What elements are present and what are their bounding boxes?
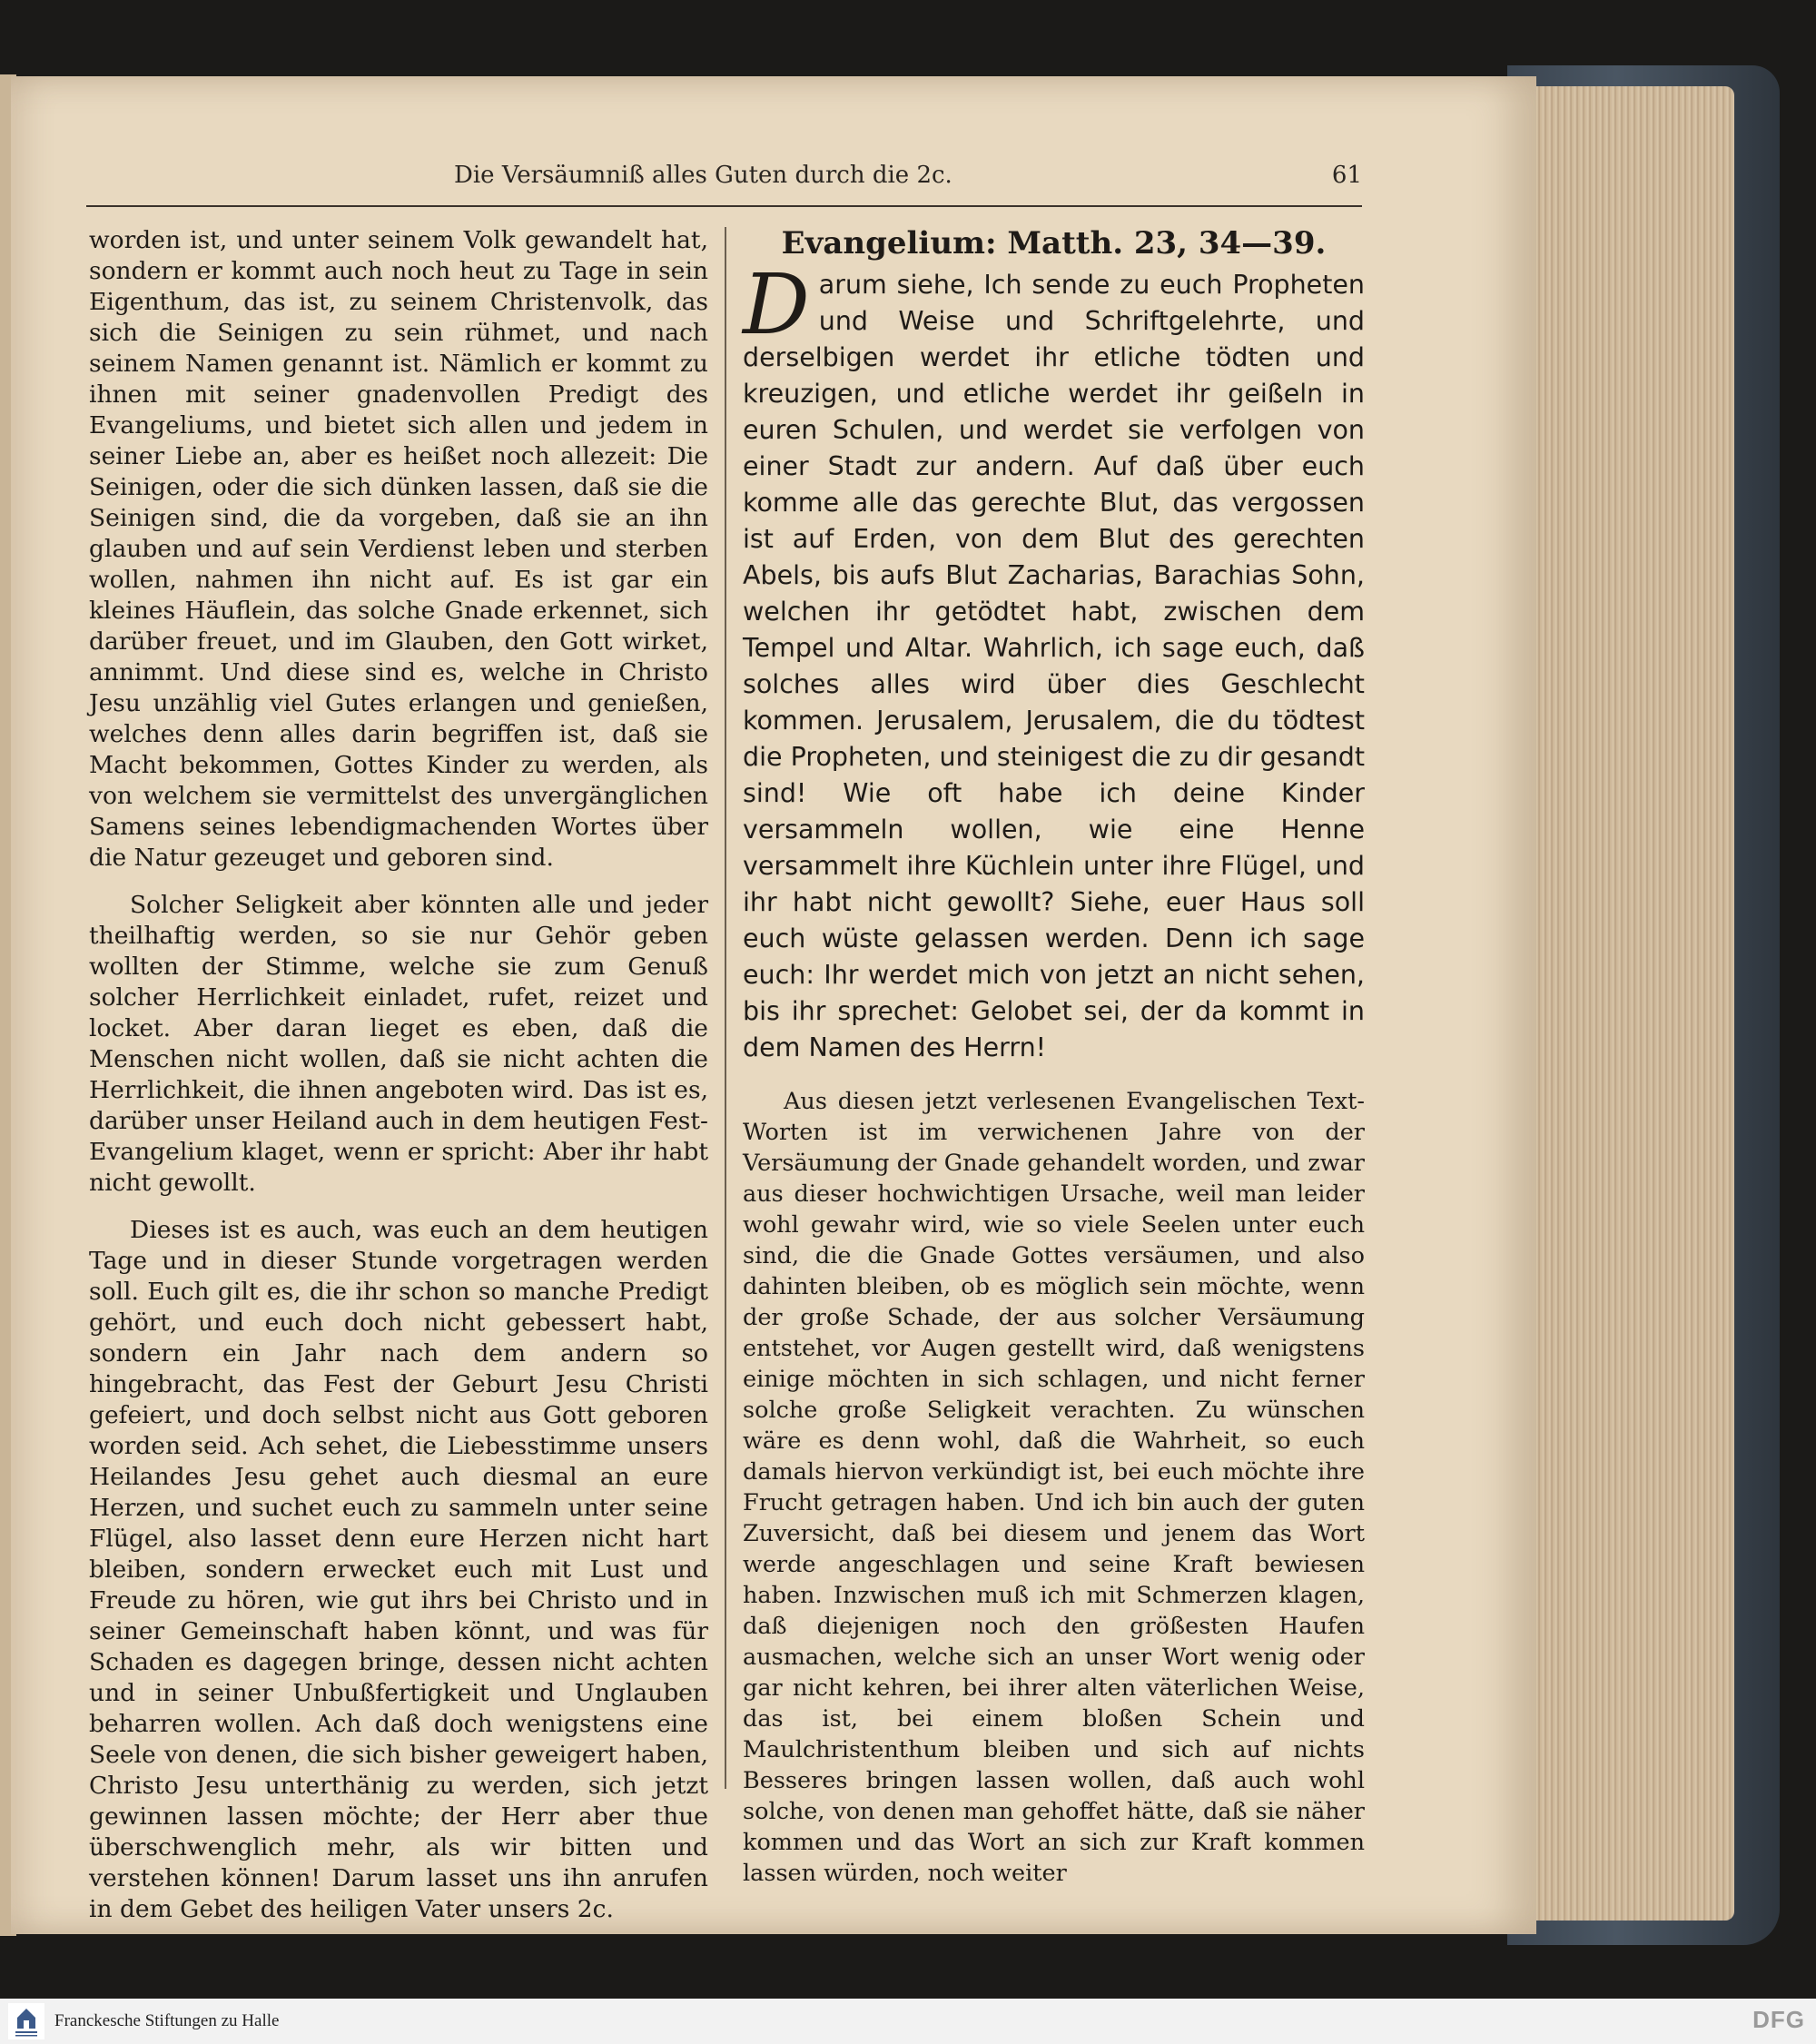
running-title: Die Versäumniß alles Guten durch die 2c. — [454, 162, 952, 189]
paragraph: Solcher Seligkeit aber könnten alle und jeder theilhaftig werden, so sie nur Gehör geben wollten der Stimme, welche sie zum Genuß solcher Herrlichkeit einladet, rufet, reizet und locket. Aber daran lieget es eben, daß die Menschen nicht wollen, daß sie nicht achten die Herrlichkeit, die ihnen angeboten wird. Das ist es, darüber unser Heiland auch in dem heutigen Fest-Evangelium klaget, wenn er spricht: Aber ihr habt nicht gewollt. — [89, 891, 708, 1197]
paragraph: worden ist, und unter seinem Volk gewandelt hat, sondern er kommt auch noch heut zu Tage in sein Eigenthum, das ist, zu seinem Christenvolk, das sich die Seinigen zu sein rühmet, und nach seinem Namen genannt ist. Nämlich er kommt zu ihnen mit seiner gnadenvollen Predigt des Evangeliums, und bietet sich allen und jedem in seiner Liebe an, aber es heißet noch allezeit: Die Seinigen, oder die sich dünken lassen, daß sie die Seinigen sind, die da vorgeben, daß sie an ihn glauben und auf sein Verdienst leben und sterben wollen, nahmen ihn nicht auf. Es ist gar ein kleines Häuflein, das solche Gnade erkennet, sich darüber freuet, und im Glauben, den Gott wirket, annimmt. Und diese sind es, welche in Christo Jesu unzählig viel Gutes erlangen und genießen, welches denn alles darin begriffen ist, daß sie Macht bekommen, Gottes Kinder zu werden, als von welchem sie vermittelst des unvergänglichen Samens seines lebendigmachenden Wortes über die Natur gezeuget und geboren sind. — [89, 226, 708, 872]
dfg-logo: DFG — [1752, 2006, 1805, 2033]
gospel-heading: Evangelium: Matth. 23, 34—39. — [781, 225, 1327, 262]
drop-cap: D — [743, 256, 810, 353]
institution-logo-icon[interactable] — [7, 2002, 45, 2040]
right-column — [743, 225, 1365, 1905]
footer-bar — [0, 1999, 1816, 2044]
scripture-passage — [743, 256, 1365, 1066]
column-divider — [725, 227, 726, 1789]
left-column — [89, 225, 708, 1941]
page-number: 61 — [1331, 162, 1362, 189]
page-edges — [1535, 86, 1734, 1921]
running-head — [454, 162, 1362, 189]
scripture-text: arum siehe, Ich sende zu euch Propheten und Weise und Schriftgelehrte, und derselbigen werdet ihr etliche tödten und kreuzigen, und etliche werdet ihr geißeln in euren Schulen, und werdet sie verfolgen von einer Stadt zur andern. Auf daß über euch komme alle das gerechte Blut, das vergossen ist auf Erden, von dem Blut des gerechten Abels, bis aufs Blut Zacharias, Barachias Sohn, welchen ihr getödtet habt, zwischen dem Tempel und Altar. Wahrlich, ich sage euch, daß solches alles wird über dies Geschlecht kommen. Jerusalem, Jerusalem, die du tödtest die Propheten, und steinigest die zu dir gesandt sind! Wie oft habe ich deine Kinder versammeln wollen, wie eine Henne versammelt ihre Küchlein unter ihre Flügel, und ihr habt nicht gewollt? Siehe, euer Haus soll euch wüste gelassen werden. Denn ich sage euch: Ihr werdet mich von jetzt an nicht sehen, bis ihr sprechet: Gelobet sei, der da kommt in dem Namen des Herrn! — [743, 270, 1365, 1062]
header-rule — [86, 205, 1362, 207]
institution-name[interactable]: Franckesche Stiftungen zu Halle — [54, 2011, 280, 2030]
paragraph: Dieses ist es auch, was euch an dem heutigen Tage und in dieser Stunde vorgetragen werden soll. Euch gilt es, die ihr schon so manche Predigt gehört, und euch doch nicht gebessert habt, sondern ein Jahr nach dem andern so hingebracht, das Fest der Geburt Jesu Christi gefeiert, und doch selbst nicht aus Gott geboren worden seid. Ach sehet, die Liebesstimme unsers Heilandes Jesu gehet auch diesmal an eure Herzen, und suchet euch zu sammeln unter seine Flügel, also lasset denn eure Herzen nicht hart bleiben, sondern erwecket euch mit Lust und Freude zu hören, wie gut ihrs bei Christo und in seiner Gemeinschaft haben könnt, und was für Schaden es dagegen bringe, dessen nicht achten und in seiner Unbußfertigkeit und Unglauben beharren wollen. Ach daß doch wenigstens eine Seele von denen, die sich bisher geweigert haben, Christo Jesu unterthänig zu werden, sich jetzt gewinnen lassen möchte; der Herr aber thue überschwenglich mehr, als wir bitten und verstehen können! Darum lasset uns ihn anrufen in dem Gebet des heiligen Vater unsers 2c. — [89, 1216, 708, 1923]
sermon-paragraph: Aus diesen jetzt verlesenen Evangelischen Text-Worten ist im verwichenen Jahre von der Versäumung der Gnade gehandelt worden, und zwar aus dieser hochwichtigen Ursache, weil man leider wohl gewahr wird, wie so viele Seelen unter euch sind, die die Gnade Gottes versäumen, und also dahinten bleiben, ob es möglich sein möchte, wenn der große Schade, der aus solcher Versäumung entstehet, vor Augen gestellt wird, daß wenigstens einige möchten in sich schlagen, und nicht ferner solche große Seligkeit verachten. Zu wünschen wäre es denn wohl, daß die Wahrheit, so euch damals hiervon verkündigt ist, bei euch möchte ihre Frucht getragen haben. Und ich bin auch der guten Zuversicht, daß bei diesem und jenem das Wort werde angeschlagen und seine Kraft bewiesen haben. Inzwischen muß ich mit Schmerzen klagen, daß diejenigen noch den größesten Haufen ausmachen, welche sich an unser Wort wenig oder gar nicht kehren, bei ihrer alten väterlichen Weise, das ist, bei einem bloßen Schein und Maulchristenthum bleiben und sich auf nichts Besseres bringen lassen wollen, daß auch wohl solche, von denen man gehoffet hätte, daß sie näher kommen und das Wort an sich zur Kraft kommen lassen würden, noch weiter — [743, 1088, 1365, 1887]
